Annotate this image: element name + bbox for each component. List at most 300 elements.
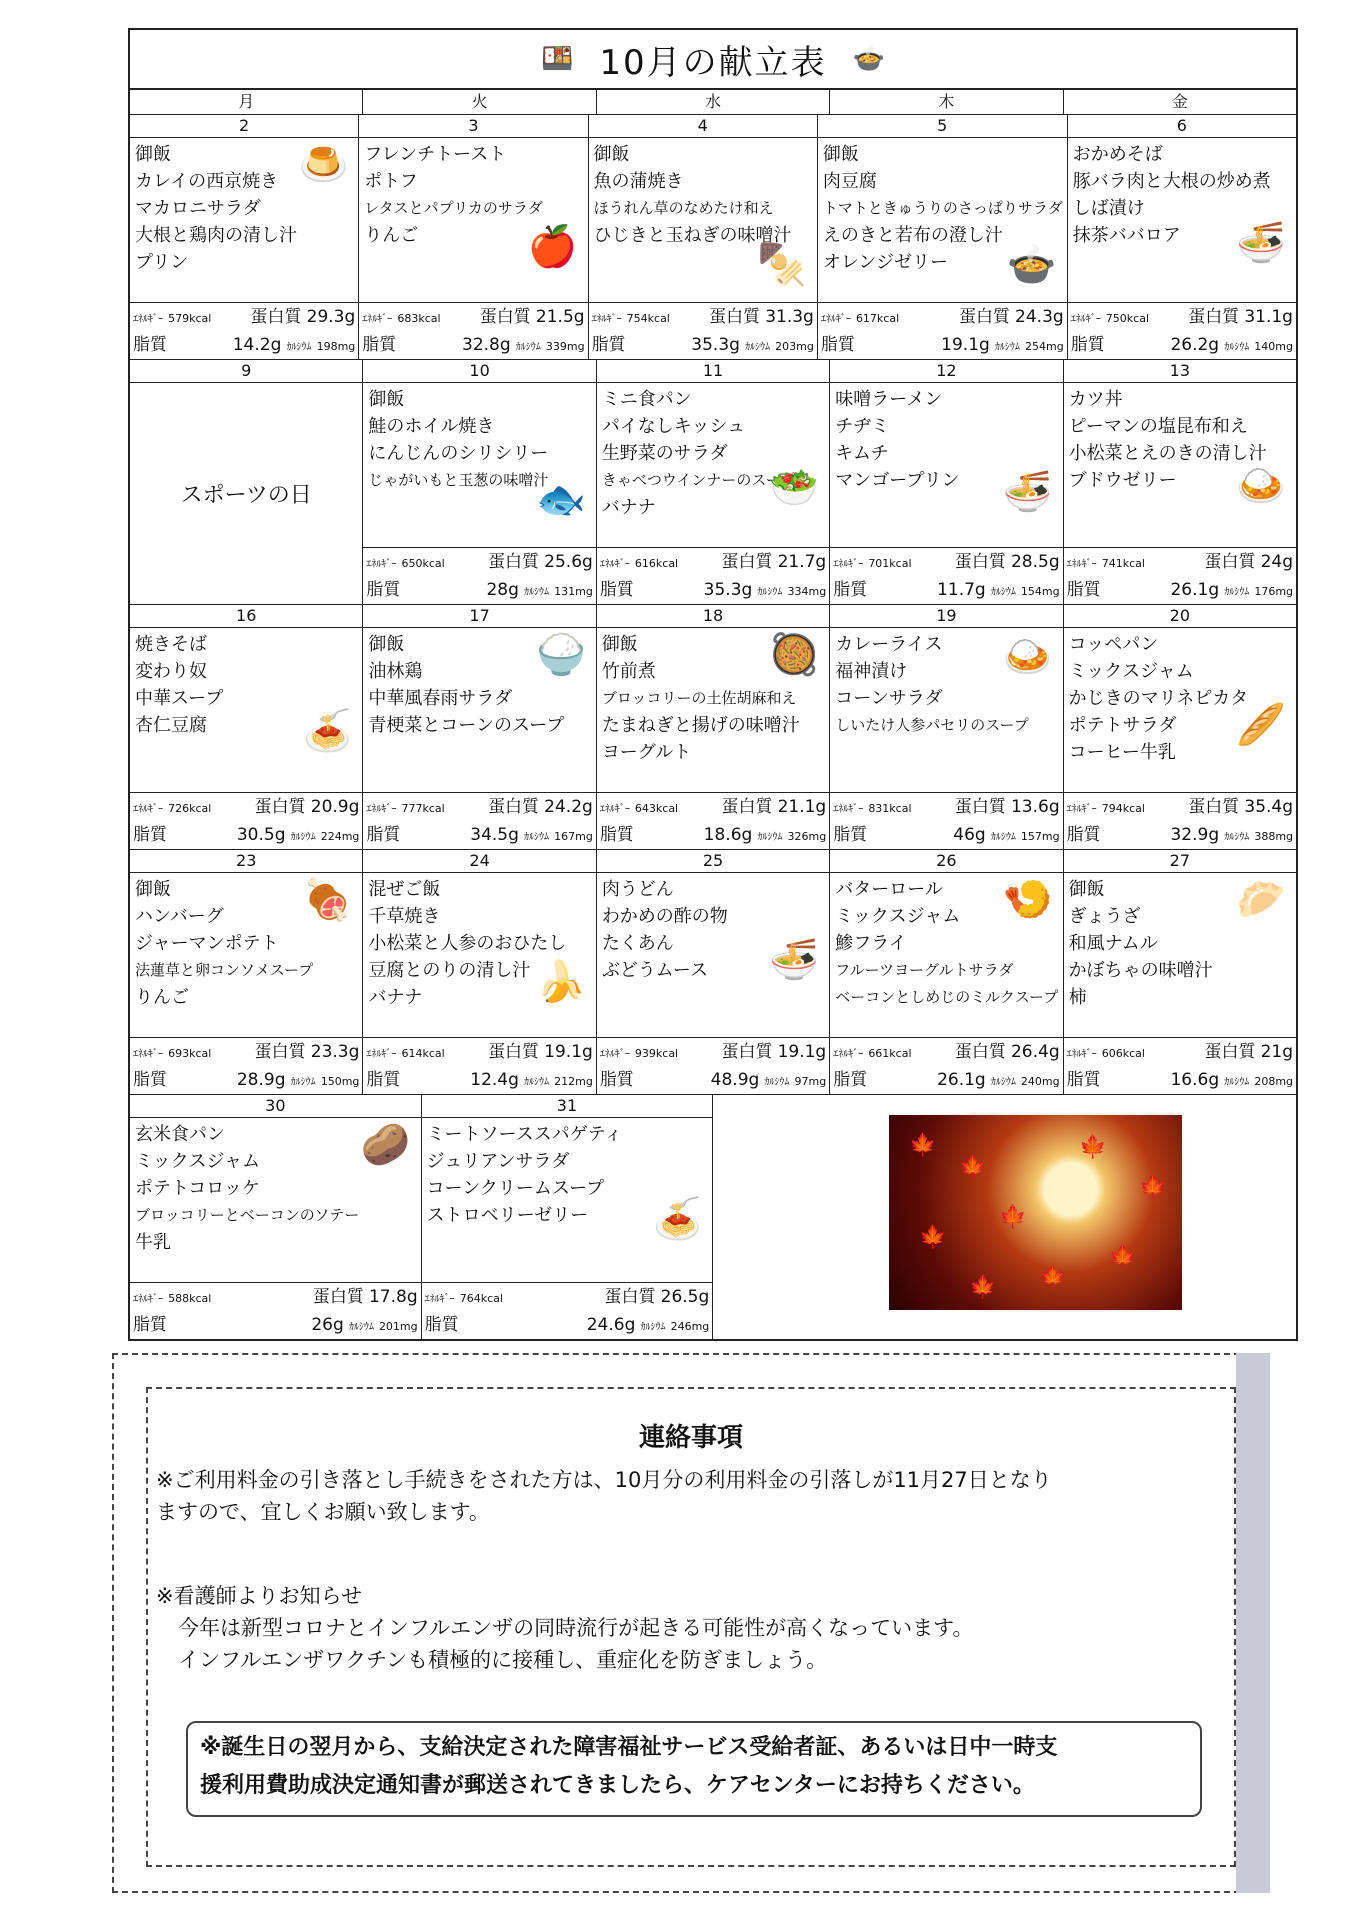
menu-item: マンゴープリン bbox=[835, 470, 960, 491]
menu-item: ぶどうムース bbox=[601, 960, 709, 981]
fat-value: 32.9g bbox=[1170, 825, 1220, 845]
fat-value: 12.4g bbox=[470, 1070, 519, 1090]
nutrition-panel bbox=[818, 302, 1067, 359]
protein-label: 蛋白質 bbox=[958, 307, 1010, 327]
menu-item: ミックスジャム bbox=[135, 1151, 261, 1172]
calcium-value: 157mg bbox=[1020, 830, 1060, 843]
protein-value: 19.1g bbox=[777, 1042, 827, 1062]
menu-item: 法蓮草と卵コンソメスープ bbox=[135, 961, 314, 979]
calcium-label: ｶﾙｼｳﾑ bbox=[290, 832, 316, 843]
day-cell bbox=[130, 1095, 421, 1339]
food-illustration-icon: 🍤 bbox=[1002, 877, 1053, 923]
energy-label: ｴﾈﾙｷﾞｰ bbox=[820, 314, 851, 325]
calcium-value: 388mg bbox=[1254, 830, 1294, 843]
menu-item: 御飯 bbox=[368, 634, 405, 655]
food-illustration-icon: 🍎 bbox=[527, 224, 578, 270]
nutrition-panel bbox=[359, 302, 587, 359]
day-number: 23 bbox=[130, 850, 362, 873]
day-cell bbox=[1067, 115, 1296, 359]
energy-label: ｴﾈﾙｷﾞｰ bbox=[133, 1049, 163, 1060]
week-row bbox=[130, 115, 1296, 360]
protein-label: 蛋白質 bbox=[1188, 307, 1240, 327]
energy-value: 741kcal bbox=[1101, 557, 1145, 570]
menu-item: 柿 bbox=[1068, 987, 1087, 1008]
menu-item: 福神漬け bbox=[835, 661, 908, 682]
food-illustration-icon: 🍮 bbox=[298, 142, 349, 188]
protein-value: 17.8g bbox=[368, 1287, 418, 1307]
energy-value: 777kcal bbox=[401, 802, 445, 815]
calcium-label: ｶﾙｼｳﾑ bbox=[640, 1322, 666, 1333]
protein-value: 13.6g bbox=[1010, 797, 1060, 817]
fat-label: 脂質 bbox=[599, 825, 634, 845]
calcium-label: ｶﾙｼｳﾑ bbox=[757, 832, 783, 843]
nutrition-panel bbox=[597, 547, 829, 604]
nutrition-panel bbox=[363, 792, 595, 849]
meal-set-icon: 🍲 bbox=[852, 44, 885, 74]
day-number: 9 bbox=[130, 360, 362, 383]
food-illustration-icon: 🍜 bbox=[769, 937, 820, 983]
energy-value: 794kcal bbox=[1101, 802, 1145, 815]
week-row bbox=[130, 1095, 1296, 1339]
fat-value: 26.1g bbox=[1170, 580, 1220, 600]
fat-label: 脂質 bbox=[362, 335, 397, 355]
fat-label: 脂質 bbox=[366, 580, 401, 600]
weekday-mon: 月 bbox=[238, 92, 255, 111]
protein-value: 29.3g bbox=[306, 307, 356, 327]
fat-value: 28.9g bbox=[236, 1070, 286, 1090]
day-cell bbox=[588, 115, 817, 359]
nutrition-panel bbox=[1064, 792, 1296, 849]
day-number: 25 bbox=[597, 850, 829, 873]
autumn-moon-image-cell bbox=[712, 1095, 1296, 1339]
menu-item: 鮭のホイル焼き bbox=[368, 416, 495, 437]
week-row bbox=[130, 360, 1296, 605]
protein-value: 21.5g bbox=[535, 307, 585, 327]
day-number: 12 bbox=[830, 360, 1062, 383]
fat-value: 24.6g bbox=[586, 1315, 636, 1335]
nutrition-panel bbox=[1068, 302, 1296, 359]
fat-label: 脂質 bbox=[133, 335, 167, 355]
energy-label: ｴﾈﾙｷﾞｰ bbox=[366, 1049, 397, 1060]
food-illustration-icon: 🥟 bbox=[1236, 877, 1287, 923]
nutrition-panel bbox=[130, 792, 362, 849]
protein-label: 蛋白質 bbox=[721, 552, 773, 572]
menu-item: 魚の蒲焼き bbox=[593, 171, 684, 192]
fat-value: 48.9g bbox=[710, 1070, 760, 1090]
week-row bbox=[130, 850, 1296, 1095]
menu-item: 肉豆腐 bbox=[822, 171, 877, 192]
day-number: 5 bbox=[818, 115, 1067, 138]
fat-label: 脂質 bbox=[833, 825, 868, 845]
fat-value: 46g bbox=[953, 825, 986, 845]
energy-value: 614kcal bbox=[401, 1047, 445, 1060]
day-cell bbox=[829, 850, 1062, 1094]
protein-label: 蛋白質 bbox=[954, 797, 1006, 817]
nutrition-panel bbox=[830, 1037, 1062, 1094]
day-cell bbox=[1063, 605, 1296, 849]
notice-certificate-box bbox=[186, 1721, 1202, 1817]
menu-item: 小松菜と人参のおひたし bbox=[368, 933, 567, 954]
week-row bbox=[130, 605, 1296, 850]
calcium-value: 176mg bbox=[1254, 585, 1294, 598]
protein-label: 蛋白質 bbox=[488, 1042, 540, 1062]
fat-value: 35.3g bbox=[703, 580, 753, 600]
calcium-value: 154mg bbox=[1020, 585, 1060, 598]
calcium-value: 201mg bbox=[378, 1320, 418, 1333]
menu-item: りんご bbox=[135, 987, 189, 1008]
notice-billing-line-1: ※ご利用料金の引き落とし手続きをされた方は、10月分の利用料金の引落しが11月27日となり bbox=[156, 1468, 1052, 1492]
menu-item: ミニ食パン bbox=[601, 389, 692, 410]
energy-value: 750kcal bbox=[1105, 312, 1150, 325]
energy-value: 726kcal bbox=[168, 802, 212, 815]
menu-item: 御飯 bbox=[601, 634, 638, 655]
energy-value: 617kcal bbox=[855, 312, 900, 325]
nutrition-panel bbox=[363, 1037, 595, 1094]
protein-label: 蛋白質 bbox=[254, 797, 306, 817]
fat-value: 11.7g bbox=[937, 580, 986, 600]
fat-label: 脂質 bbox=[424, 1315, 459, 1335]
fat-value: 18.6g bbox=[703, 825, 753, 845]
energy-label: ｴﾈﾙｷﾞｰ bbox=[599, 804, 630, 815]
calcium-label: ｶﾙｼｳﾑ bbox=[1224, 342, 1250, 353]
energy-label: ｴﾈﾙｷﾞｰ bbox=[833, 1049, 864, 1060]
calcium-value: 326mg bbox=[787, 830, 827, 843]
day-cell bbox=[130, 605, 362, 849]
calcium-label: ｶﾙｼｳﾑ bbox=[990, 832, 1016, 843]
fat-label: 脂質 bbox=[1070, 335, 1105, 355]
menu-item: ぎょうざ bbox=[1068, 906, 1141, 927]
menu-item: たまねぎと揚げの味噌汁 bbox=[601, 715, 800, 736]
fat-value: 14.2g bbox=[232, 335, 282, 355]
protein-value: 31.3g bbox=[765, 307, 814, 327]
protein-value: 21g bbox=[1260, 1042, 1294, 1062]
menu-item: 味噌ラーメン bbox=[835, 389, 943, 410]
nutrition-panel bbox=[1064, 1037, 1296, 1094]
menu-item: バナナ bbox=[368, 987, 423, 1008]
menu-item: ジュリアンサラダ bbox=[426, 1151, 570, 1172]
menu-item: バターロール bbox=[835, 879, 943, 900]
menu-item: かぼちゃの味噌汁 bbox=[1068, 960, 1213, 981]
calcium-value: 150mg bbox=[320, 1075, 360, 1088]
menu-item: じゃがいもと玉葱の味噌汁 bbox=[368, 471, 549, 489]
menu-item: 杏仁豆腐 bbox=[135, 715, 207, 736]
menu-item: ポテトコロッケ bbox=[135, 1178, 260, 1199]
protein-label: 蛋白質 bbox=[1204, 1042, 1256, 1062]
energy-value: 764kcal bbox=[459, 1292, 503, 1305]
protein-label: 蛋白質 bbox=[312, 1287, 364, 1307]
menu-item: パイなしキッシュ bbox=[601, 416, 746, 437]
energy-value: 754kcal bbox=[626, 312, 670, 325]
menu-item: 御飯 bbox=[135, 879, 171, 900]
calcium-label: ｶﾙｼｳﾑ bbox=[524, 832, 550, 843]
day-number: 4 bbox=[589, 115, 817, 138]
energy-value: 616kcal bbox=[634, 557, 679, 570]
day-number: 6 bbox=[1068, 115, 1296, 138]
food-illustration-icon: 🐟 bbox=[536, 477, 586, 523]
fat-label: 脂質 bbox=[1066, 825, 1101, 845]
weekday-wed: 水 bbox=[596, 90, 829, 114]
calcium-label: ｶﾙｼｳﾑ bbox=[745, 342, 771, 353]
weekday-header bbox=[130, 90, 1296, 115]
certificate-line-2: 援利用費助成決定通知書が郵送されてきましたら、ケアセンターにお持ちください。 bbox=[200, 1773, 1035, 1798]
energy-label: ｴﾈﾙｷﾞｰ bbox=[833, 804, 864, 815]
protein-label: 蛋白質 bbox=[488, 797, 540, 817]
food-illustration-icon: 🍲 bbox=[1006, 242, 1057, 288]
lunch-tray-icon: 🍱 bbox=[540, 44, 574, 74]
menu-item: わかめの酢の物 bbox=[601, 906, 728, 927]
weekday-fri: 金 bbox=[1063, 90, 1296, 114]
day-number: 3 bbox=[359, 115, 587, 138]
calcium-label: ｶﾙｼｳﾑ bbox=[1224, 1077, 1250, 1088]
fat-label: 脂質 bbox=[599, 580, 634, 600]
calcium-value: 131mg bbox=[554, 585, 593, 598]
day-number: 13 bbox=[1064, 360, 1296, 383]
menu-item: コーンサラダ bbox=[835, 688, 943, 709]
menu-item: ほうれん草のなめたけ和え bbox=[593, 199, 774, 217]
protein-value: 26.4g bbox=[1010, 1042, 1060, 1062]
day-number: 17 bbox=[363, 605, 595, 628]
calcium-value: 203mg bbox=[775, 340, 814, 353]
protein-label: 蛋白質 bbox=[709, 307, 761, 327]
menu-item: 玄米食パン bbox=[135, 1124, 225, 1145]
calcium-value: 212mg bbox=[554, 1075, 593, 1088]
menu-item: しいたけ人参パセリのスープ bbox=[835, 716, 1029, 734]
nutrition-panel bbox=[363, 547, 595, 604]
nutrition-panel bbox=[597, 1037, 829, 1094]
calcium-label: ｶﾙｼｳﾑ bbox=[994, 342, 1020, 353]
protein-value: 23.3g bbox=[310, 1042, 360, 1062]
protein-value: 35.4g bbox=[1244, 797, 1294, 817]
nutrition-panel bbox=[830, 547, 1062, 604]
menu-item: ブロッコリーとベーコンのソテー bbox=[135, 1206, 360, 1224]
menu-item: 牛乳 bbox=[135, 1232, 171, 1253]
food-illustration-icon: 🍜 bbox=[1236, 220, 1286, 266]
calcium-value: 198mg bbox=[316, 340, 356, 353]
menu-item: 中華スープ bbox=[135, 688, 224, 709]
menu-item: カツ丼 bbox=[1068, 389, 1123, 410]
day-cell bbox=[358, 115, 587, 359]
day-cell bbox=[817, 115, 1067, 359]
menu-item: おかめそば bbox=[1072, 144, 1163, 165]
protein-label: 蛋白質 bbox=[954, 1042, 1006, 1062]
energy-label: ｴﾈﾙｷﾞｰ bbox=[362, 314, 393, 325]
calcium-label: ｶﾙｼｳﾑ bbox=[290, 1077, 316, 1088]
fat-value: 30.5g bbox=[236, 825, 286, 845]
menu-item: 豆腐とのりの清し汁 bbox=[368, 960, 531, 981]
food-illustration-icon: 🥘 bbox=[769, 632, 820, 678]
certificate-line-1: ※誕生日の翌月から、支給決定された障害福祉サービス受給者証、あるいは日中一時支 bbox=[200, 1735, 1058, 1760]
nutrition-panel bbox=[589, 302, 817, 359]
protein-label: 蛋白質 bbox=[954, 552, 1006, 572]
menu-item: 御飯 bbox=[822, 144, 859, 165]
fat-value: 16.6g bbox=[1170, 1070, 1220, 1090]
menu-item: オレンジゼリー bbox=[822, 252, 948, 273]
energy-value: 643kcal bbox=[634, 802, 679, 815]
nutrition-panel bbox=[130, 1282, 421, 1339]
energy-label: ｴﾈﾙｷﾞｰ bbox=[591, 314, 622, 325]
energy-value: 939kcal bbox=[634, 1047, 679, 1060]
food-illustration-icon: 🍜 bbox=[1002, 469, 1053, 515]
calcium-value: 254mg bbox=[1025, 340, 1064, 353]
menu-item: ブドウゼリー bbox=[1068, 470, 1177, 491]
calcium-value: 246mg bbox=[670, 1320, 710, 1333]
energy-label: ｴﾈﾙｷﾞｰ bbox=[424, 1294, 455, 1305]
day-cell bbox=[596, 850, 829, 1094]
day-number: 31 bbox=[422, 1095, 713, 1118]
day-cell bbox=[829, 360, 1062, 604]
day-number: 18 bbox=[597, 605, 829, 628]
food-illustration-icon: 🍢 bbox=[757, 242, 807, 288]
menu-item: フルーツヨーグルトサラダ bbox=[835, 961, 1014, 979]
protein-label: 蛋白質 bbox=[1204, 552, 1256, 572]
fat-label: 脂質 bbox=[820, 335, 855, 355]
protein-label: 蛋白質 bbox=[721, 1042, 773, 1062]
calcium-value: 334mg bbox=[787, 585, 827, 598]
fat-value: 34.5g bbox=[470, 825, 519, 845]
calcium-label: ｶﾙｼｳﾑ bbox=[1224, 832, 1250, 843]
menu-item: マカロニサラダ bbox=[135, 198, 261, 219]
day-cell bbox=[130, 115, 358, 359]
energy-label: ｴﾈﾙｷﾞｰ bbox=[1066, 1049, 1097, 1060]
menu-item: 豚バラ肉と大根の炒め煮 bbox=[1072, 171, 1271, 192]
food-illustration-icon: 🥖 bbox=[1236, 702, 1287, 748]
energy-label: ｴﾈﾙｷﾞｰ bbox=[833, 559, 864, 570]
autumn-moon-maple-image: 🍁 🍁 🍁 🍁 🍁 🍁 🍁 🍁 🍁 bbox=[889, 1115, 1182, 1310]
day-cell bbox=[596, 605, 829, 849]
energy-label: ｴﾈﾙｷﾞｰ bbox=[133, 314, 163, 325]
energy-value: 579kcal bbox=[168, 312, 212, 325]
title-row bbox=[130, 30, 1296, 90]
fat-value: 19.1g bbox=[941, 335, 990, 355]
menu-item: ポトフ bbox=[364, 171, 418, 192]
calcium-value: 97mg bbox=[794, 1075, 827, 1088]
energy-value: 588kcal bbox=[168, 1292, 212, 1305]
fat-label: 脂質 bbox=[133, 825, 167, 845]
energy-value: 606kcal bbox=[1101, 1047, 1145, 1060]
menu-item: えのきと若布の澄し汁 bbox=[822, 225, 1003, 246]
calcium-value: 224mg bbox=[320, 830, 360, 843]
menu-item: ブロッコリーの土佐胡麻和え bbox=[601, 689, 797, 707]
menu-item: 御飯 bbox=[1068, 879, 1105, 900]
menu-item: かじきのマリネピカタ bbox=[1068, 688, 1249, 709]
day-cell bbox=[1063, 360, 1296, 604]
menu-item: ストロベリーゼリー bbox=[426, 1205, 589, 1226]
day-cell bbox=[130, 360, 362, 604]
menu-item: 変わり奴 bbox=[135, 661, 207, 682]
food-illustration-icon: 🍛 bbox=[1002, 634, 1053, 680]
menu-item: バナナ bbox=[601, 497, 656, 518]
protein-value: 24.3g bbox=[1015, 307, 1064, 327]
menu-item: チヂミ bbox=[835, 416, 890, 437]
protein-value: 25.6g bbox=[544, 552, 593, 572]
menu-item: ひじきと玉ねぎの味噌汁 bbox=[593, 225, 792, 246]
notice-billing-line-2: ますので、宜しくお願い致します。 bbox=[156, 1500, 490, 1524]
day-number: 19 bbox=[830, 605, 1062, 628]
menu-item: 油林鶏 bbox=[368, 661, 423, 682]
protein-label: 蛋白質 bbox=[250, 307, 302, 327]
protein-value: 21.1g bbox=[777, 797, 827, 817]
day-number: 24 bbox=[363, 850, 595, 873]
menu-item: 焼きそば bbox=[135, 634, 207, 655]
calcium-label: ｶﾙｼｳﾑ bbox=[515, 342, 541, 353]
menu-item: 御飯 bbox=[368, 389, 405, 410]
nutrition-panel bbox=[1064, 547, 1296, 604]
notice-section bbox=[112, 1353, 1270, 1893]
menu-item: 御飯 bbox=[135, 144, 171, 165]
page-title: 10月の献立表 bbox=[599, 42, 827, 83]
menu-item: ヨーグルト bbox=[601, 742, 692, 763]
menu-item: 千草焼き bbox=[368, 906, 441, 927]
menu-item: コーヒー牛乳 bbox=[1068, 742, 1176, 763]
menu-item: カレーライス bbox=[835, 634, 943, 655]
day-cell bbox=[421, 1095, 713, 1339]
calcium-label: ｶﾙｼｳﾑ bbox=[348, 1322, 374, 1333]
fat-label: 脂質 bbox=[133, 1315, 167, 1335]
fat-value: 26.2g bbox=[1170, 335, 1220, 355]
menu-item: ミックスジャム bbox=[1068, 661, 1194, 682]
protein-value: 26.5g bbox=[660, 1287, 710, 1307]
day-number: 27 bbox=[1064, 850, 1296, 873]
menu-item: きゃべつウインナーのスープ bbox=[601, 471, 795, 489]
energy-value: 701kcal bbox=[868, 557, 912, 570]
menu-item: ベーコンとしめじのミルクスープ bbox=[835, 988, 1059, 1006]
nutrition-panel bbox=[422, 1282, 713, 1339]
protein-label: 蛋白質 bbox=[479, 307, 531, 327]
menu-item: 中華風春雨サラダ bbox=[368, 688, 513, 709]
energy-label: ｴﾈﾙｷﾞｰ bbox=[1070, 314, 1101, 325]
nutrition-panel bbox=[597, 792, 829, 849]
fat-value: 32.8g bbox=[462, 335, 511, 355]
calcium-label: ｶﾙｼｳﾑ bbox=[990, 587, 1016, 598]
fat-label: 脂質 bbox=[599, 1070, 634, 1090]
day-cell bbox=[362, 360, 595, 604]
nutrition-panel bbox=[130, 302, 358, 359]
protein-label: 蛋白質 bbox=[721, 797, 773, 817]
menu-item: にんじんのシリシリー bbox=[368, 443, 549, 464]
fat-label: 脂質 bbox=[833, 1070, 868, 1090]
menu-item: ミートソーススパゲティ bbox=[426, 1124, 623, 1145]
food-illustration-icon: 🥔 bbox=[360, 1122, 411, 1168]
day-number: 10 bbox=[363, 360, 595, 383]
holiday-label: スポーツの日 bbox=[180, 482, 312, 508]
day-number: 20 bbox=[1064, 605, 1296, 628]
menu-item: 混ぜご飯 bbox=[368, 879, 441, 900]
notice-nurse-heading: ※看護師よりお知らせ bbox=[156, 1584, 362, 1608]
calcium-label: ｶﾙｼｳﾑ bbox=[524, 587, 550, 598]
food-illustration-icon: 🍌 bbox=[536, 959, 586, 1005]
day-number: 16 bbox=[130, 605, 362, 628]
food-illustration-icon: 🍚 bbox=[536, 632, 586, 678]
energy-label: ｴﾈﾙｷﾞｰ bbox=[366, 559, 397, 570]
menu-item: 青梗菜とコーンのスープ bbox=[368, 715, 565, 736]
menu-item: 大根と鶏肉の清し汁 bbox=[135, 225, 297, 246]
fat-value: 28g bbox=[486, 580, 519, 600]
calcium-value: 339mg bbox=[545, 340, 585, 353]
food-illustration-icon: 🍖 bbox=[302, 877, 353, 923]
fat-label: 脂質 bbox=[366, 825, 401, 845]
day-number: 26 bbox=[830, 850, 1062, 873]
energy-label: ｴﾈﾙｷﾞｰ bbox=[599, 559, 630, 570]
menu-item: ハンバーグ bbox=[135, 906, 224, 927]
food-illustration-icon: 🍛 bbox=[1236, 463, 1287, 509]
energy-label: ｴﾈﾙｷﾞｰ bbox=[1066, 804, 1097, 815]
energy-label: ｴﾈﾙｷﾞｰ bbox=[133, 1294, 163, 1305]
energy-value: 693kcal bbox=[168, 1047, 212, 1060]
menu-item: 抹茶ババロア bbox=[1072, 225, 1181, 246]
menu-item: 御飯 bbox=[593, 144, 630, 165]
day-cell bbox=[362, 850, 595, 1094]
calcium-label: ｶﾙｼｳﾑ bbox=[524, 1077, 550, 1088]
